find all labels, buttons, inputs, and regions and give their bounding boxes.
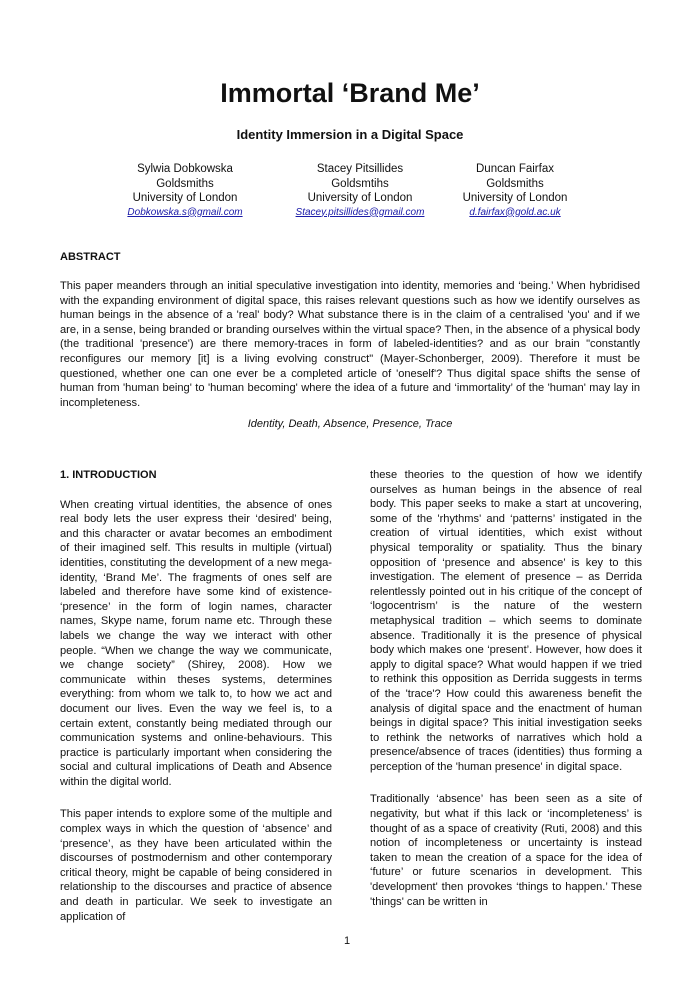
keywords: Identity, Death, Absence, Presence, Trace bbox=[247, 418, 453, 430]
author-affiliation: University of London bbox=[132, 192, 238, 204]
author-card bbox=[95, 162, 275, 220]
abstract-heading: ABSTRACT bbox=[60, 251, 121, 263]
author-name: Sylwia Dobkowska bbox=[137, 163, 233, 175]
author-affiliation: University of London bbox=[462, 192, 568, 204]
author-email-link[interactable]: d.fairfax@gold.ac.uk bbox=[469, 206, 561, 218]
page-number: 1 bbox=[344, 935, 351, 947]
author-affiliation: Goldsmiths bbox=[156, 177, 214, 190]
author-card bbox=[425, 162, 605, 220]
author-name: Stacey Pitsillides bbox=[316, 163, 404, 175]
left-column bbox=[60, 468, 332, 924]
paper-title: Immortal ‘Brand Me’ bbox=[220, 78, 480, 108]
author-affiliation: Goldsmiths bbox=[486, 177, 544, 190]
section-heading: 1. INTRODUCTION bbox=[60, 469, 157, 481]
abstract-text: This paper meanders through an initial speculative investigation into identity, memories and ‘being.’ When hybridised with the expanding environment of digital space, this raises relevant questions such as how we identify ourselves as human beings in the absence of a 'real' body? What substance there is in the claim of a centralised 'you' and if we are, in a sense, being branded or branding ourselves within the virtual space? Then, in the absence of a physical body (the traditional 'presence') are there memory-traces in form of labeled-identities? and as our brain "constantly reconfigures our memory [it] is a living evolving construct" (Mayer-Schonberger, 2009). Therefore it must be questioned, whether one can one ever be a completed article of 'oneself'? Thus digital space shifts the sense of human from 'human being' to 'human becoming' where the idea of a future and ‘immortality’ of the 'human' may lay in incompleteness. bbox=[60, 280, 640, 409]
author-card bbox=[270, 162, 450, 220]
paragraph: When creating virtual identities, the absence of ones real body lets the user express their ‘desired’ being, and this character or avatar becomes an embodiment of their imagined self. This results in multiple (virtual) identities, constituting the development of a new mega-identity, ‘Brand Me’. The fragments of ones self are labeled and therefore have some kind of existence- ‘presence’ in the form of login names, character names, Skype name, forum name etc. Through these labels we change the way we interact with other people. “When we change the way we communicate, we change society” (Shirey, 2008). How we communicate within theses systems, determines everything: from whom we talk to, to how we act and document our lives. Even the way we feel is, to a certain extent, constantly being mediated through our communication systems and online-behaviours. This practice is particularly important when considering the social and cultural implications of Death and Absence within the digital world. bbox=[60, 498, 332, 788]
paper-subtitle: Identity Immersion in a Digital Space bbox=[236, 127, 464, 142]
paragraph: these theories to the question of how we identify ourselves as human beings in the absence of real body. This paper seeks to make a start at uncovering, some of the 'rhythms' and ‘patterns’ instigated in the creation of virtual identities, which exist without physical temporality or spatiality. Thus the binary opposition of ‘presence and absence’ is key to this investigation. The element of presence – as Derrida relentlessly pointed out in his critique of the concept of ‘logocentrism’ is the nature of the western metaphysical tradition – which seems to dominate absence. Traditionally it is the presence of physical body which makes one ‘present’. However, how does it apply to digital space? What would happen if we tried to rethink this opposition as Derrida suggests in terms of the 'trace'? How could this awareness benefit the analysis of digital space and the enactment of human beings in digital space? This initial investigation seeks to rethink the networks of narratives which hold a presence/absence of traces (identities) thus forming a perception of the 'human presence' in digital space. bbox=[370, 469, 642, 773]
author-email-link[interactable]: Stacey.pitsillides@gmail.com bbox=[295, 206, 425, 218]
author-affiliation: University of London bbox=[307, 192, 413, 204]
right-column bbox=[370, 468, 642, 909]
paragraph: Traditionally ‘absence’ has been seen as a site of negativity, but what if this lack or ‘incompleteness’ is thought of as a space of creativity (Ruti, 2008) and this notion of incompleteness or uncertainty is instead taken to mean the creation of a space for the idea of ‘future’ or future scenarios in development. This 'development' then provokes ‘things to happen.’ These 'things' can be written in bbox=[370, 793, 642, 908]
author-name: Duncan Fairfax bbox=[476, 163, 554, 175]
author-affiliation: Goldsmtihs bbox=[331, 177, 389, 190]
paragraph: This paper intends to explore some of the multiple and complex ways in which the question of ‘absence’ and ‘presence’, as they have been articulated within the discourses of postmodernism and other contemporary critical theory, might be capable of being considered in relationship to the discourses and practice of absence and death in particular. We seek to investigate an application of bbox=[60, 808, 332, 923]
author-email-link[interactable]: Dobkowska.s@gmail.com bbox=[127, 206, 243, 218]
